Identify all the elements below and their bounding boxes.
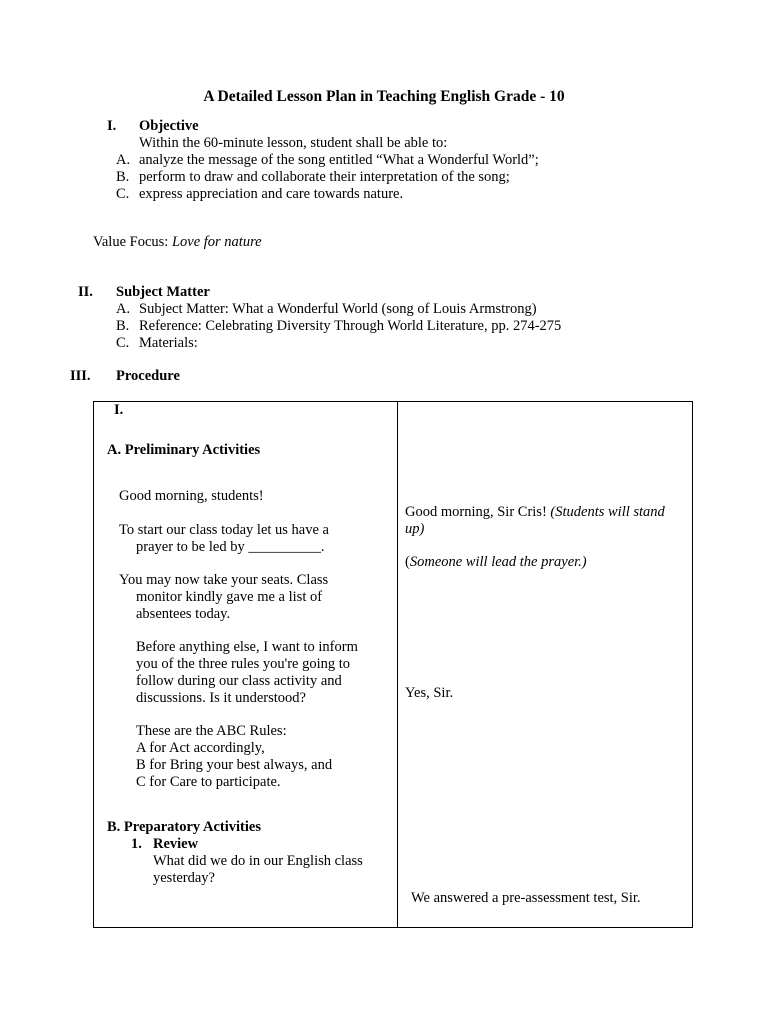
- objective-item-c-letter: C.: [116, 186, 130, 202]
- procedure-numeral: III.: [70, 368, 91, 384]
- value-focus-label: Value Focus:: [93, 234, 169, 250]
- subject-matter-item-a-letter: A.: [116, 301, 131, 317]
- teacher-inform-line-3: follow during our class activity and: [136, 673, 342, 689]
- procedure-heading: Procedure: [116, 368, 180, 384]
- subject-matter-numeral: II.: [78, 284, 93, 300]
- teacher-seats-line-3: absentees today.: [136, 606, 231, 622]
- subject-matter-item-b-letter: B.: [116, 318, 130, 334]
- student-prayer-action: Someone will lead the prayer.): [409, 554, 587, 570]
- teacher-rules-line-1: These are the ABC Rules:: [136, 723, 287, 739]
- objective-item-a-letter: A.: [116, 152, 131, 168]
- student-understood-reply: Yes, Sir.: [405, 685, 454, 701]
- student-greeting-action-1: (Students will stand: [550, 504, 665, 520]
- document-title: A Detailed Lesson Plan in Teaching English Grade - 10: [203, 88, 565, 105]
- teacher-inform-line-2: you of the three rules you're going to: [136, 656, 351, 672]
- teacher-prayer-line-1: To start our class today let us have a: [119, 522, 329, 538]
- subject-matter-item-a-text: Subject Matter: What a Wonderful World (song of Louis Armstrong): [139, 301, 537, 317]
- value-focus-value: Love for nature: [171, 234, 262, 250]
- subject-matter-item-c-letter: C.: [116, 335, 130, 351]
- teacher-seats-line-2: monitor kindly gave me a list of: [136, 589, 323, 605]
- teacher-rules-line-4: C for Care to participate.: [136, 774, 281, 790]
- objective-item-b-text: perform to draw and collaborate their interpretation of the song;: [139, 169, 510, 185]
- teacher-inform-line-4: discussions. Is it understood?: [136, 690, 306, 706]
- student-greeting-text: Good morning, Sir Cris!: [405, 504, 551, 520]
- objective-heading: Objective: [139, 118, 199, 134]
- teacher-cell-numeral: I.: [114, 402, 124, 418]
- review-number: 1.: [131, 836, 142, 852]
- subject-matter-heading: Subject Matter: [116, 284, 210, 300]
- teacher-rules-line-3: B for Bring your best always, and: [136, 757, 333, 773]
- student-greeting-reply: [405, 504, 665, 521]
- review-question-line-2: yesterday?: [153, 870, 215, 886]
- preparatory-activities-heading: B. Preparatory Activities: [107, 819, 261, 835]
- review-question-line-1: What did we do in our English class: [153, 853, 363, 869]
- subject-matter-item-b-text: Reference: Celebrating Diversity Through World Literature, pp. 274-275: [139, 318, 562, 334]
- preliminary-activities-heading: A. Preliminary Activities: [107, 442, 261, 458]
- value-focus: [93, 234, 262, 251]
- procedure-table-divider: [397, 402, 398, 927]
- teacher-prayer-line-2: prayer to be led by __________.: [136, 539, 325, 555]
- procedure-table: [93, 401, 693, 928]
- teacher-rules-line-2: A for Act accordingly,: [136, 740, 265, 756]
- objective-item-a-text: analyze the message of the song entitled “What a Wonderful World”;: [139, 152, 539, 168]
- teacher-inform-line-1: Before anything else, I want to inform: [136, 639, 358, 655]
- student-review-reply: We answered a pre-assessment test, Sir.: [411, 890, 641, 906]
- objective-numeral: I.: [107, 118, 117, 134]
- student-prayer-paren: (: [405, 554, 410, 570]
- objective-item-c-text: express appreciation and care towards nature.: [139, 186, 404, 202]
- student-greeting-action-2: up): [405, 521, 425, 537]
- objective-item-b-letter: B.: [116, 169, 130, 185]
- teacher-seats-line-1: You may now take your seats. Class: [119, 572, 329, 588]
- teacher-greeting: Good morning, students!: [119, 488, 264, 504]
- review-heading: Review: [153, 836, 199, 852]
- subject-matter-item-c-text: Materials:: [139, 335, 198, 351]
- student-prayer-response: [405, 554, 587, 571]
- objective-intro: Within the 60-minute lesson, student shall be able to:: [139, 135, 448, 151]
